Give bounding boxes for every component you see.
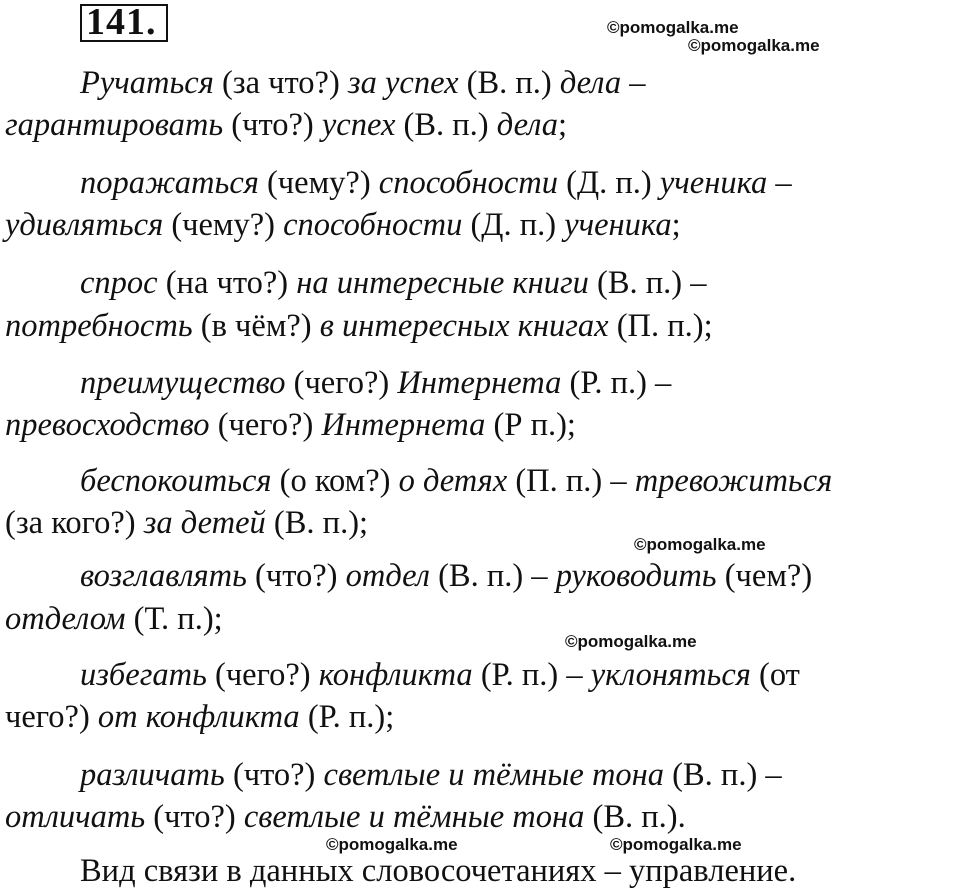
watermark: ©pomogalka.me (610, 835, 742, 854)
italic-segment: руководить (555, 558, 717, 594)
italic-segment: поражаться (80, 165, 259, 201)
text-segment: (чего?) (285, 365, 398, 401)
text-segment: (В. п.) – (429, 558, 556, 594)
italic-segment: успех (321, 107, 396, 143)
italic-segment: ученика – (659, 165, 792, 201)
exercise-number (86, 0, 157, 45)
italic-segment: потребность (5, 308, 193, 344)
text-segment: (на что?) (157, 265, 297, 301)
text-segment: (Р. п.) – (561, 365, 672, 401)
text-segment: (П. п.) – (507, 463, 635, 499)
text-line-4 (5, 206, 681, 244)
italic-segment: дела – (559, 65, 646, 101)
italic-segment: светлые и тёмные тона (243, 799, 585, 835)
italic-segment: от конфликта (97, 699, 300, 735)
text-segment: (за что?) (213, 65, 348, 101)
text-segment: (Р. п.) – (472, 657, 591, 693)
text-line-16 (5, 798, 686, 836)
text-line-3 (80, 164, 792, 202)
text-segment: (В. п.) – (588, 265, 707, 301)
italic-segment: отделом (5, 601, 126, 637)
italic-segment: конфликта (318, 657, 473, 693)
text-segment: (В. п.) (458, 65, 560, 101)
text-segment: (Т. п.); (125, 601, 223, 637)
text-segment: (в чём?) (192, 308, 320, 344)
italic-segment: спрос (80, 265, 158, 301)
italic-segment: превосходство (5, 407, 210, 443)
italic-segment: различать (80, 757, 225, 793)
text-segment: (чего?) (206, 657, 319, 693)
text-segment: чего?) (5, 699, 98, 735)
italic-segment: за успех (347, 65, 459, 101)
italic-segment: возглавлять (80, 558, 247, 594)
text-segment: (что?) (224, 757, 324, 793)
italic-segment: удивляться (5, 207, 164, 243)
text-line-11 (80, 557, 812, 595)
exercise-number-dot: . (146, 1, 157, 43)
text-segment: ; (671, 207, 681, 243)
text-line-15 (80, 756, 782, 794)
text-line-17 (80, 852, 796, 890)
italic-segment: за детей (143, 505, 266, 541)
watermark: ©pomogalka.me (565, 632, 697, 651)
italic-segment: отдел (345, 558, 430, 594)
text-segment: (о ком?) (271, 463, 399, 499)
text-segment: (Д. п.) (558, 165, 660, 201)
italic-segment: светлые и тёмные тона (323, 757, 665, 793)
text-line-13 (80, 656, 800, 694)
watermark: ©pomogalka.me (688, 36, 820, 55)
text-segment: (Д. п.) (462, 207, 565, 243)
italic-segment: тревожиться (634, 463, 833, 499)
italic-segment: на интересные книги (296, 265, 589, 301)
text-line-12 (5, 600, 223, 638)
watermark: ©pomogalka.me (634, 535, 766, 554)
italic-segment: уклоняться (590, 657, 751, 693)
italic-segment: о детях (398, 463, 508, 499)
text-segment: (что?) (223, 107, 322, 143)
text-segment: (Р. п.); (299, 699, 395, 735)
italic-segment: гарантировать (5, 107, 224, 143)
text-segment: (В. п.). (584, 799, 686, 835)
text-segment: (В. п.) (395, 107, 497, 143)
italic-segment: ученика (564, 207, 672, 243)
italic-segment: в интересных книгах (319, 308, 609, 344)
text-line-6 (5, 307, 713, 345)
text-segment: Вид связи в данных словосочетаниях – управление. (80, 853, 797, 889)
text-line-8 (5, 406, 576, 444)
italic-segment: избегать (80, 657, 207, 693)
italic-segment: беспокоиться (80, 463, 272, 499)
italic-segment: Ручаться (80, 65, 214, 101)
exercise-number-value: 141 (86, 1, 146, 43)
text-line-5 (80, 264, 706, 302)
text-segment: ; (558, 107, 568, 143)
italic-segment: Интернета (321, 407, 486, 443)
text-segment: (чему?) (258, 165, 379, 201)
text-line-10 (5, 504, 368, 542)
italic-segment: отличать (5, 799, 146, 835)
text-segment: (за кого?) (5, 505, 144, 541)
text-segment: (от (750, 657, 800, 693)
italic-segment: способности (283, 207, 463, 243)
text-segment: (что?) (145, 799, 244, 835)
text-line-14 (5, 698, 394, 736)
text-segment: (чему?) (163, 207, 284, 243)
text-segment: (В. п.) – (664, 757, 782, 793)
text-line-9 (80, 462, 832, 500)
watermark: ©pomogalka.me (607, 18, 739, 37)
italic-segment: преимущество (80, 365, 286, 401)
italic-segment: Интернета (397, 365, 562, 401)
italic-segment: дела (496, 107, 559, 143)
text-line-1 (80, 64, 646, 102)
text-segment: (П. п.); (608, 308, 713, 344)
watermark: ©pomogalka.me (326, 835, 458, 854)
italic-segment: способности (378, 165, 559, 201)
text-segment: (что?) (246, 558, 346, 594)
text-segment: (чего?) (209, 407, 322, 443)
text-segment: (Р п.); (485, 407, 576, 443)
text-line-2 (5, 106, 567, 144)
text-segment: (В. п.); (265, 505, 369, 541)
text-line-7 (80, 364, 671, 402)
text-segment: (чем?) (716, 558, 813, 594)
